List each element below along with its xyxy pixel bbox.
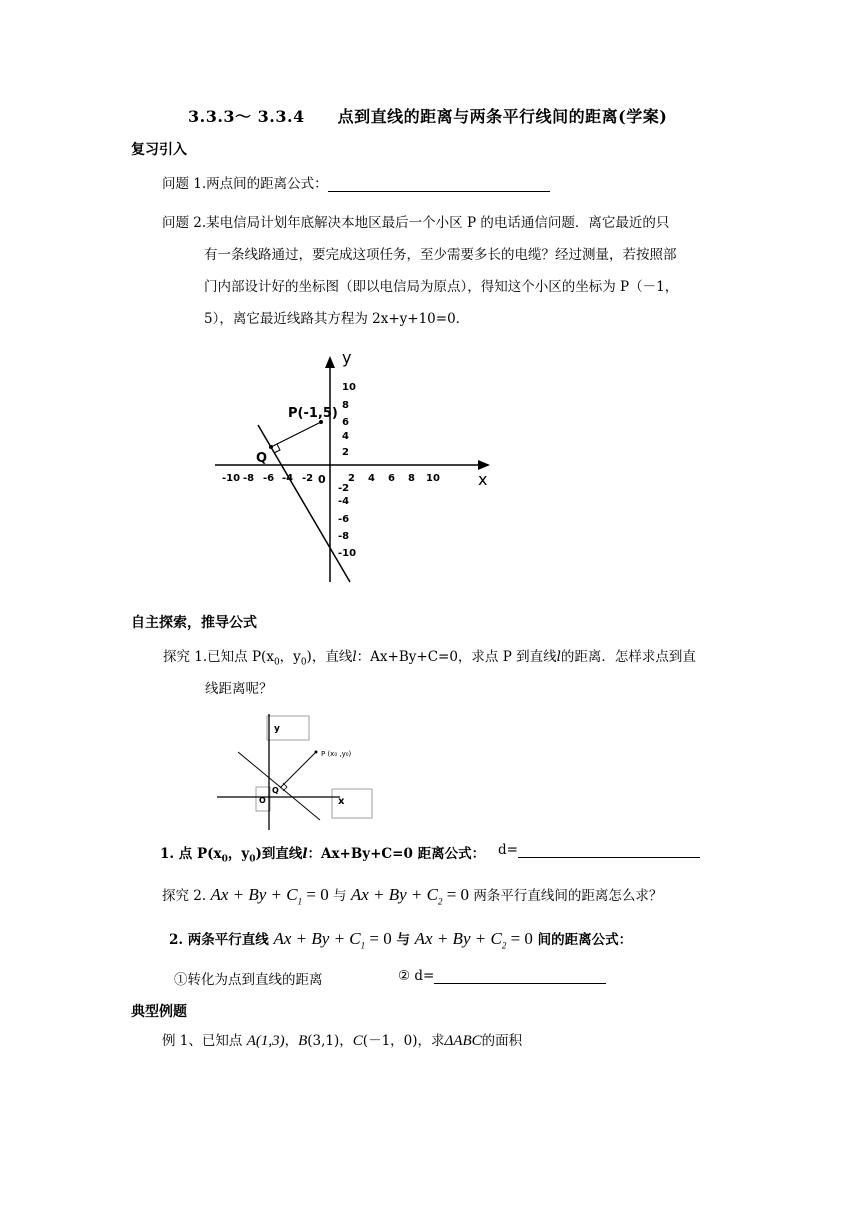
equation-2 — [350, 885, 470, 907]
separator: ， — [284, 1033, 299, 1049]
point-p-label: P (x₀ ,y₀) — [321, 750, 352, 758]
question-2-line-4: 5），离它最近线路其方程为 2x+y+10=0． — [204, 311, 470, 327]
coordinate-graph-2 — [212, 712, 377, 832]
origin-label: O — [259, 796, 266, 805]
answer-blank-3[interactable] — [434, 969, 606, 984]
equation-text: Ax + By + C — [273, 929, 361, 948]
triangle-abc: ΔABC — [444, 1033, 482, 1049]
x-tick: 10 — [426, 473, 440, 484]
coordinate-graph-1 — [210, 345, 500, 590]
x-tick: 2 — [348, 473, 355, 484]
point-q-dot — [269, 445, 273, 449]
y-tick: -6 — [338, 514, 350, 525]
question-1 — [162, 172, 550, 192]
y-tick: -10 — [338, 548, 357, 559]
subscript: 0 — [300, 657, 307, 668]
x-tick: 8 — [408, 473, 415, 484]
explore-1-text: ，y — [279, 649, 301, 665]
x-axis-label: x — [338, 796, 345, 807]
explore-1-text: 的距离．怎样求点到直 — [560, 649, 696, 665]
line-symbol: l — [556, 649, 561, 665]
y-tick: -4 — [338, 496, 350, 507]
explore-1-text: )，直线 — [306, 649, 353, 665]
line-symbol: l — [302, 846, 308, 862]
point-c-letter: C — [352, 1033, 363, 1049]
explore-2 — [162, 884, 662, 906]
formula-1-text: 1. 点 P(x — [160, 846, 222, 862]
connector-text: 与 — [396, 932, 410, 948]
x-axis-arrow — [478, 460, 490, 470]
formula-2-text: 2. 两条平行直线 — [169, 932, 269, 948]
explore-1-line-1 — [163, 645, 696, 668]
y-axis-arrow — [325, 356, 335, 368]
y-tick: -8 — [338, 531, 350, 542]
subscript: 1 — [360, 940, 366, 951]
equation-text: = 0 — [506, 929, 533, 948]
example-1-text: 例 1、已知点 — [162, 1033, 243, 1049]
y-axis-label: y — [342, 348, 352, 367]
subscript: 0 — [273, 657, 280, 668]
y-tick: 10 — [342, 382, 356, 393]
explore-1-line-2: 线距离呢？ — [205, 681, 273, 697]
segment-pq — [280, 752, 316, 788]
x-tick: -6 — [263, 473, 275, 484]
formula-2 — [169, 928, 632, 950]
formula-1-text: ：Ax+By+C=0 距离公式： — [307, 846, 486, 862]
x-tick: -2 — [302, 473, 314, 484]
equation-text: = 0 — [365, 929, 392, 948]
d-label: d= — [498, 842, 518, 858]
connector-text: 与 — [333, 888, 347, 904]
subscript: 2 — [437, 896, 443, 907]
equation-text: = 0 — [302, 885, 329, 904]
subscript: 0 — [249, 854, 256, 865]
explore-1-text: 探究 1.已知点 P(x — [163, 649, 274, 665]
equation-2 — [414, 929, 533, 951]
d-label: ② d= — [398, 968, 435, 984]
line-l — [238, 752, 320, 820]
y-axis-label: y — [274, 724, 280, 734]
section-heading-examples: 典型例题 — [131, 1004, 187, 1020]
segment-pq — [271, 422, 321, 447]
explore-1-text: ：Ax+By+C=0，求点 P 到直线 — [356, 649, 557, 665]
point-b-letter: B — [298, 1033, 308, 1049]
section-heading-explore: 自主探索，推导公式 — [131, 615, 257, 631]
equation-1 — [210, 885, 329, 907]
equation-1 — [273, 929, 392, 951]
question-2-line-2: 有一条线路通过，要完成这项任务，至少需要多长的电缆？经过测量，若按照部 — [204, 247, 677, 263]
x-tick: 6 — [388, 473, 395, 484]
subscript: 2 — [501, 940, 507, 951]
question-2-line-3: 门内部设计好的坐标图（即以电信局为原点），得知这个小区的坐标为 P（－1， — [204, 279, 679, 295]
point-p-label: P(-1,5) — [288, 406, 338, 421]
explore-2-text: 两条平行直线间的距离怎么求？ — [473, 888, 663, 904]
y-tick: -2 — [338, 483, 350, 494]
page-title: 3.3.3～ 3.3.4 点到直线的距离与两条平行线间的距离(学案) — [188, 107, 668, 126]
question-2-line-1: 问题 2.某电信局计划年底解决本地区最后一个小区 P 的电话通信问题．离它最近的只 — [162, 215, 670, 231]
line-symbol: l — [352, 649, 357, 665]
point-a: A(1,3) — [246, 1033, 285, 1049]
answer-blank-2[interactable] — [518, 843, 700, 858]
origin-label: 0 — [318, 473, 326, 486]
equation-text: = 0 — [442, 885, 470, 904]
point-q-label: Q — [256, 451, 268, 466]
question-1-label: 问题 1.两点间的距离公式： — [162, 176, 328, 192]
point-c-coords: (－1，0)，求 — [362, 1033, 445, 1049]
method-2 — [398, 968, 606, 984]
y-tick: 4 — [342, 431, 349, 442]
section-heading-review: 复习引入 — [131, 142, 187, 158]
x-tick: -8 — [243, 473, 255, 484]
x-axis-label: x — [478, 470, 488, 489]
subscript: 0 — [221, 854, 228, 865]
y-tick: 2 — [342, 447, 349, 458]
equation-text: Ax + By + C — [210, 885, 298, 904]
subscript: 1 — [297, 896, 303, 907]
answer-blank-1[interactable] — [328, 177, 550, 192]
point-q-label: Q — [272, 786, 279, 795]
formula-1-text: ，y — [227, 846, 250, 862]
explore-2-label: 探究 2. — [162, 888, 207, 904]
equation-text: Ax + By + C — [414, 929, 502, 948]
x-tick: 4 — [368, 473, 375, 484]
x-tick: -4 — [282, 473, 294, 484]
y-tick: 6 — [342, 417, 349, 428]
example-1 — [162, 1029, 522, 1050]
formula-1 — [160, 842, 485, 865]
method-1: ①转化为点到直线的距离 — [174, 972, 323, 988]
equation-text: Ax + By + C — [350, 885, 438, 904]
point-p-dot — [315, 751, 318, 754]
point-b-coords: (3,1)， — [307, 1033, 353, 1049]
example-1-text: 的面积 — [481, 1033, 523, 1049]
formula-1-answer — [498, 842, 700, 858]
formula-2-text: 间的距离公式： — [537, 932, 633, 948]
y-tick: 8 — [342, 400, 349, 411]
formula-1-text: )到直线 — [255, 846, 303, 862]
x-tick: -10 — [222, 473, 241, 484]
